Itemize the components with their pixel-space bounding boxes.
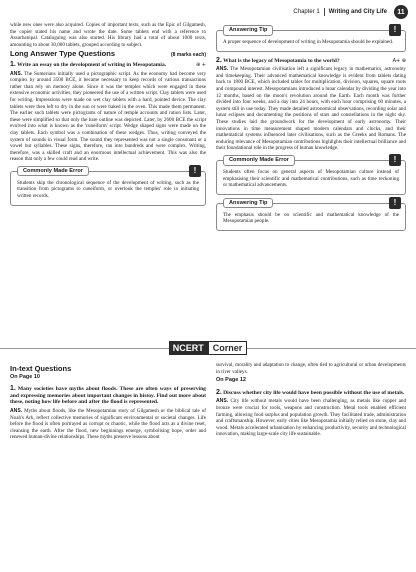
answer-1 xyxy=(10,71,206,163)
page-number: 11 xyxy=(394,5,408,19)
left-column-top xyxy=(10,22,206,212)
box-title: Answering Tip xyxy=(223,198,273,209)
question-number: 2. xyxy=(216,388,222,396)
page-reference: On Page 10 xyxy=(10,373,40,380)
exclamation-icon: ! xyxy=(389,24,401,36)
answer-label: ANS. xyxy=(216,66,229,73)
question-2 xyxy=(216,58,406,65)
intext-heading: In-text Questions xyxy=(10,364,72,373)
box-text: Students often focus on general aspects of Mesopotamian culture instead of emphasising their scientific and mathematical contributions, such as time reckoning or mathematical advancements. xyxy=(223,168,399,189)
ncert-corner-banner xyxy=(0,339,416,357)
continued-paragraph: while new ones were also acquired. Copies of important texts, such as the Epic of Gilgamesh, the copier stated his name and wrote the date. Some tablets end with a reference to Assurbanipal. Cataloguing was also started. His library had a total of about 1000 texts, amounting to about 30,000 tablets, grouped according to subject. xyxy=(10,22,206,48)
chapter-title: Writing and City Life xyxy=(328,9,387,15)
exclamation-icon: ! xyxy=(189,165,201,177)
box-text: Students skip the chronological sequence of the development of writing, such as the transition from pictograms to cuneiform, or overlook the temples' role in initiating written records. xyxy=(17,179,199,200)
continued-answer: survival, morality and adaptation to change, often tied to agricultural or urban developments in river valleys. xyxy=(216,362,406,375)
answer-label: ANS. xyxy=(10,407,23,414)
commonly-made-error-box xyxy=(10,165,206,206)
question-text: Discuss whether city life would have been possible without the use of metals. xyxy=(223,389,405,396)
page-reference: On Page 12 xyxy=(216,377,246,384)
page-header xyxy=(293,4,408,20)
answer-label: ANS. xyxy=(10,70,23,77)
banner-word-corner: Corner xyxy=(208,341,248,355)
box-title: Answering Tip xyxy=(223,25,273,36)
divider-line xyxy=(247,348,416,349)
question-number: 1. xyxy=(10,60,16,68)
question-text: Many societies have myths about floods. These are often ways of preserving and expressing memories about important changes in histoy. Find out more about these, noting how life before and after the flood is represented. xyxy=(10,386,206,406)
box-title: Commonly Made Error xyxy=(17,166,89,177)
question-number: 2. xyxy=(216,56,222,64)
question-icons: A+ ⊕ xyxy=(392,57,406,64)
exclamation-icon: ! xyxy=(389,197,401,209)
question-text: What is the legacy of Mesopotamia to the world? xyxy=(223,57,340,64)
section-title: Long Answer Type Questions xyxy=(10,49,116,59)
answer-text: City life without metals would have been challenging, as metals like copper and bronze were crucial for tools, weapons and construction. Metal tools enabled efficient farming, allowing food surplus and population growth. They facilitated trade, administration and craftsmanship. However, early cities like Mesopotamia initially relied on stone, clay and wood. Metals accelerated urbanisation by enhancing productivity, security and technological innovation, making large-scale city life sustainable. xyxy=(216,398,406,438)
question-text: Write an essay on the development of writing in Mesopotamia. xyxy=(17,61,167,68)
banner-word-ncert: NCERT xyxy=(169,341,208,355)
question-icons: ⊕ + xyxy=(196,61,206,68)
answer-2 xyxy=(216,66,406,152)
section-marks: (8 marks each) xyxy=(170,52,206,59)
right-column-bottom xyxy=(216,362,406,440)
header-divider xyxy=(324,8,325,16)
question-2 xyxy=(216,390,406,397)
answer-text: The Mesopotamian civilisation left a significant legacy in mathematics, astronomy and timekeeping. Their advanced mathematical knowledge is evident from tablets dating back to 1800 BCE, which included tables for multiplication, division, squares, square roots and compound interest. Mesopotamians introduced a lunar calendar by dividing the year into 12 months, based on the moon's revolution around the Earth. Each month was further divided into four weeks, and a day into 24 hours, with each hour comprising 60 minutes, a system still in use today. They made detailed astronomical observations, recording solar and lunar eclipses and documenting the positions of stars and constellations in the night sky. These studies laid the groundwork for the development of early astronomy. Their innovations in time measurement shaped modern calendars and clocks, and their mathematical systems influenced later civilisations, such as the Greeks and Romans. The enduring relevance of Mesopotamian contributions highlights their intellectual brilliance and their foundational role in the progress of human knowledge. xyxy=(216,66,406,152)
exclamation-icon: ! xyxy=(389,154,401,166)
question-1 xyxy=(10,386,206,406)
question-number: 1. xyxy=(10,385,16,393)
answer-text: The Sumerians initially used a pictographic script. As the economy had become very complex by around 3500 BCE, it became necessary to keep records of various transactions rather than rely on memory alone. Since it was the temples which were engaged in these extensive economic activities, they pioneered the use of a written script. Clay tablets were used for writing. Impressions were made on wet clay tablets with a hard, pointed device. The clay tablets were then left to dry in the sun or were baked in the oven. This made them permanent. The earlier such tablets were pictograms of nature of temple accounts and ration lists. Later, these were simplified so that only the bare outline was depicted. Later, by 2600 BCE the script evolved into what is known as the 'cuneiform' script. Wedge shaped signs were made on the clay tablets. Each symbol was a combination of these wedges. Thus, writing conveyed the system of sounds in visual form. The sound they represented was not a single consonant or a vowel but syllables. These signs, therefore, ran into hundreds and were complex. Writing, therefore, was a skilled craft and an enormous intellectual achievement. This was also the reason that only a few could read and write. xyxy=(10,70,206,163)
banner-label xyxy=(169,341,248,355)
left-column-bottom xyxy=(10,362,206,443)
answer-2 xyxy=(216,398,406,438)
chapter-label: Chapter 1 xyxy=(293,9,320,15)
commonly-made-error-box xyxy=(216,154,406,195)
answer-label: ANS. xyxy=(216,398,229,405)
box-title: Commonly Made Error xyxy=(223,155,295,166)
divider-line xyxy=(0,348,169,349)
box-text: A proper sequence of development of writing in Mesopotamia should be explained. xyxy=(223,39,394,45)
answer-1 xyxy=(10,408,206,441)
answering-tip-box xyxy=(216,25,406,52)
answering-tip-box xyxy=(216,197,406,231)
right-column-top xyxy=(216,22,406,237)
question-1 xyxy=(10,62,206,69)
box-text: The emphasis should be on scientific and mathematical knowledge of the Mesopotamian people. xyxy=(223,211,399,225)
section-heading xyxy=(10,51,206,59)
answer-text: Myths about floods, like the Mesopotamian story of Gilgamesh or the biblical tale of Noah's Ark, reflect collective memories of significant environmental or societal changes. Life before the flood is often portrayed as corrupt or chaotic, while the flood acts as a divine reset, cleansing the earth. After the flood, new beginnings emerge, symbolising hope, order and renewed human-divine relationships. These myths preserve lessons about xyxy=(10,407,206,441)
